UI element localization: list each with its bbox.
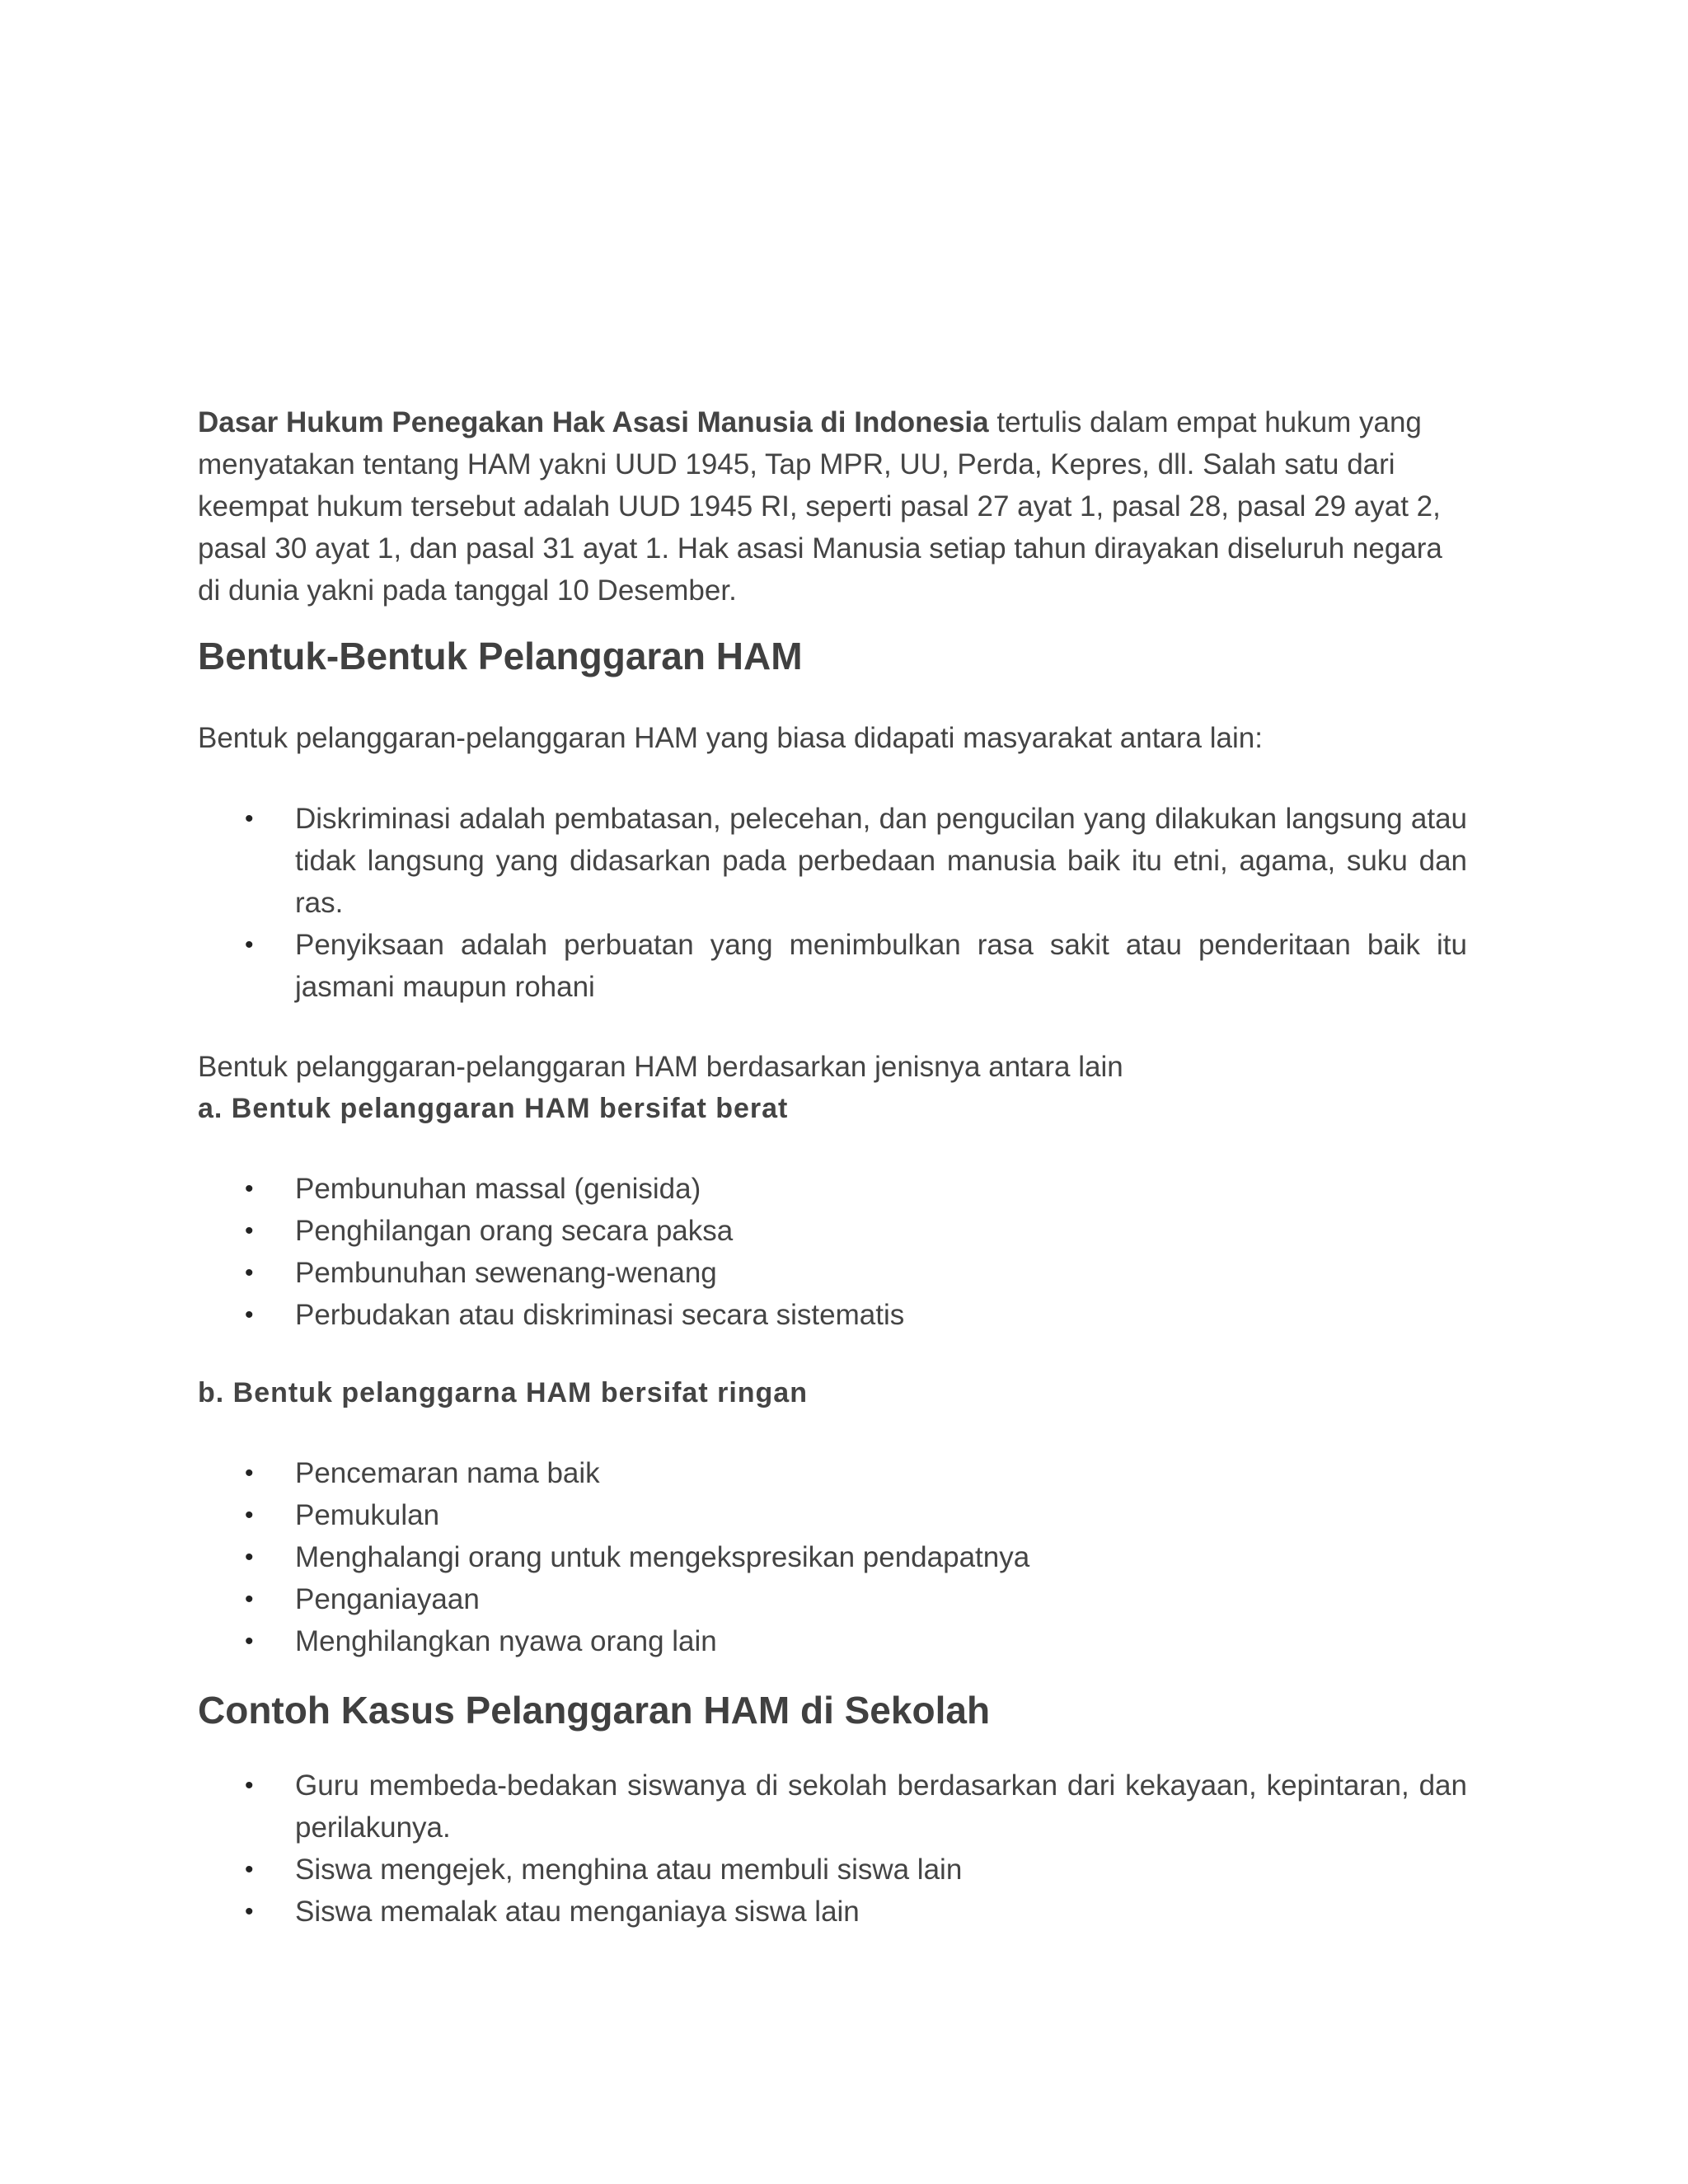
- bullet-icon: •: [245, 1772, 254, 1799]
- bullet-icon: •: [245, 1460, 254, 1487]
- list-item-text: Perbudakan atau diskriminasi secara sistematis: [295, 1299, 905, 1331]
- list-item: [198, 1849, 1467, 1891]
- section1-list: [198, 798, 1467, 1008]
- list-item: [198, 798, 1467, 924]
- intro-text: tertulis dalam empat hukum yang menyatakan tentang HAM yakni UUD 1945, Tap MPR, UU, Perda, Kepres, dll. Salah satu dari keempat hukum tersebut adalah UUD 1945 RI, seperti pasal 27 ayat 1, pasal 28, pasal 29 ayat 2, pasal 30 ayat 1, dan pasal 31 ayat 1. Hak asasi Manusia setiap tahun dirayakan diseluruh negara di dunia yakni pada tanggal 10 Desember.: [198, 406, 1442, 607]
- list-item: [198, 1168, 1467, 1210]
- bullet-icon: •: [245, 1502, 254, 1529]
- list-item: [198, 924, 1467, 1008]
- list-item: [198, 1578, 1467, 1620]
- list-item: [198, 1536, 1467, 1578]
- bullet-icon: •: [245, 1856, 254, 1883]
- sub-a-heading: a. Bentuk pelanggaran HAM bersifat berat: [198, 1093, 789, 1124]
- section2-heading: Contoh Kasus Pelanggaran HAM di Sekolah: [198, 1689, 991, 1732]
- bullet-icon: •: [245, 1301, 254, 1329]
- list-item: [198, 1452, 1467, 1494]
- section2-list: [198, 1765, 1467, 1933]
- bullet-icon: •: [245, 805, 254, 832]
- list-item-text: Penghilangan orang secara paksa: [295, 1215, 734, 1247]
- bullet-icon: •: [245, 1628, 254, 1655]
- list-item-text: Pencemaran nama baik: [295, 1457, 600, 1489]
- section1-lead2: Bentuk pelanggaran-pelanggaran HAM berdasarkan jenisnya antara lain: [198, 1051, 1123, 1083]
- list-item: [198, 1494, 1467, 1536]
- bullet-icon: •: [245, 1217, 254, 1244]
- list-item: [198, 1294, 1467, 1336]
- list-item-text: Pembunuhan sewenang-wenang: [295, 1257, 717, 1289]
- sub-b-heading: b. Bentuk pelanggarna HAM bersifat ringan: [198, 1377, 808, 1408]
- list-item-text: Siswa memalak atau menganiaya siswa lain: [295, 1896, 860, 1928]
- list-item-text: Siswa mengejek, menghina atau membuli siswa lain: [295, 1854, 963, 1886]
- intro-paragraph: [198, 401, 1467, 612]
- document-content: [198, 401, 1467, 1933]
- list-item-text: Penganiayaan: [295, 1583, 480, 1615]
- list-item-text: Diskriminasi adalah pembatasan, pelecehan, dan pengucilan yang dilakukan langsung atau tidak langsung yang didasarkan pada perbedaan manusia baik itu etni, agama, suku dan ras.: [295, 803, 1467, 919]
- list-item: [198, 1620, 1467, 1662]
- bullet-icon: •: [245, 1898, 254, 1925]
- list-item: [198, 1891, 1467, 1933]
- sub-b-list: [198, 1452, 1467, 1662]
- bullet-icon: •: [245, 1259, 254, 1286]
- list-item-text: Menghilangkan nyawa orang lain: [295, 1625, 717, 1657]
- section1-heading: Bentuk-Bentuk Pelanggaran HAM: [198, 635, 803, 677]
- list-item-text: Guru membeda-bedakan siswanya di sekolah berdasarkan dari kekayaan, kepintaran, dan perilakunya.: [295, 1769, 1467, 1844]
- list-item-text: Menghalangi orang untuk mengekspresikan pendapatnya: [295, 1541, 1030, 1573]
- list-item: [198, 1210, 1467, 1252]
- list-item: [198, 1252, 1467, 1294]
- list-item-text: Pemukulan: [295, 1499, 440, 1531]
- section1-lead: Bentuk pelanggaran-pelanggaran HAM yang biasa didapati masyarakat antara lain:: [198, 722, 1263, 754]
- intro-bold-lead: Dasar Hukum Penegakan Hak Asasi Manusia di Indonesia: [198, 406, 989, 438]
- sub-a-list: [198, 1168, 1467, 1336]
- list-item-text: Penyiksaan adalah perbuatan yang menimbulkan rasa sakit atau penderitaan baik itu jasmani maupun rohani: [295, 929, 1467, 1003]
- bullet-icon: •: [245, 1175, 254, 1202]
- bullet-icon: •: [245, 931, 254, 958]
- bullet-icon: •: [245, 1544, 254, 1571]
- list-item-text: Pembunuhan massal (genisida): [295, 1173, 701, 1205]
- list-item: [198, 1765, 1467, 1849]
- bullet-icon: •: [245, 1586, 254, 1613]
